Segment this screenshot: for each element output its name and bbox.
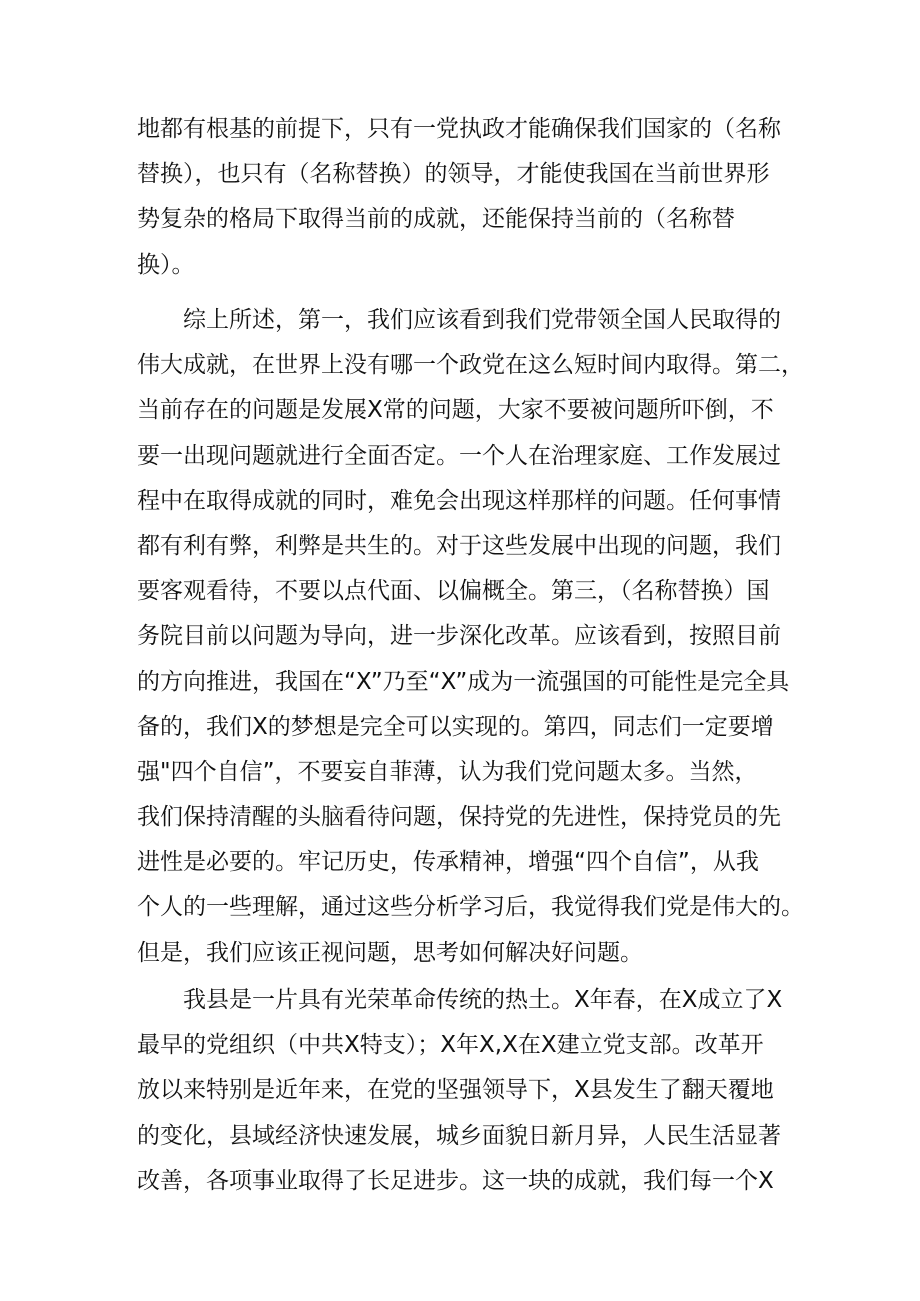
text-line: 综上所述，第一，我们应该看到我们党带领全国人民取得的 xyxy=(183,307,781,333)
text-line: 强"四个自信”，不要妄自菲薄，认为我们党问题太多。当然， xyxy=(137,758,758,785)
text-line: 都有利有弊，利弊是共生的。对于这些发展中出现的问题，我们 xyxy=(137,532,781,559)
text-line: 放以来特别是近年来，在党的坚强领导下，X县发生了翻天覆地 xyxy=(137,1077,774,1104)
paragraph-1 xyxy=(137,107,797,288)
text-line: 进性是必要的。牢记历史，传承精神，增强“四个自信”，从我 xyxy=(137,849,759,876)
text-line: 的变化，县域经济快速发展，城乡面貌日新月异，人民生活显著 xyxy=(137,1122,781,1149)
text-line: 换）。 xyxy=(137,251,195,278)
text-line: 势复杂的格局下取得当前的成就，还能保持当前的（名称替 xyxy=(137,206,735,233)
text-line: 的方向推进，我国在“X”乃至“X”成为一流强国的可能性是完全具 xyxy=(137,668,790,695)
text-line: 要一出现问题就进行全面否定。一个人在治理家庭、工作发展过 xyxy=(137,442,781,469)
text-line: 但是，我们应该正视问题，思考如何解决好问题。 xyxy=(137,939,643,966)
text-line: 替换），也只有（名称替换）的领导，才能使我国在当前世界形 xyxy=(137,161,770,188)
text-line: 程中在取得成就的同时，难免会出现这样那样的问题。任何事情 xyxy=(137,487,781,514)
text-line: 地都有根基的前提下，只有一党执政才能确保我们国家的（名称 xyxy=(137,116,781,142)
text-line: 要客观看待，不要以点代面、以偏概全。第三，（名称替换）国 xyxy=(137,578,770,605)
paragraph-2 xyxy=(137,298,804,976)
text-line: 我们保持清醒的头脑看待问题，保持党的先进性，保持党员的先 xyxy=(137,804,781,831)
text-line: 个人的一些理解，通过这些分析学习后，我觉得我们党是伟大的。 xyxy=(137,894,804,921)
text-line: 我县是一片具有光荣革命传统的热土。X年春，在X成立了X xyxy=(183,987,783,1013)
paragraph-3 xyxy=(137,978,797,1204)
text-line: 最早的党组织（中共X特支）；X年X,X在X建立党支部。改革开 xyxy=(137,1032,764,1059)
text-line: 改善，各项事业取得了长足进步。这一块的成就，我们每一个X xyxy=(137,1167,774,1194)
text-line: 备的，我们X的梦想是完全可以实现的。第四，同志们一定要增 xyxy=(137,713,774,740)
text-line: 务院目前以问题为导向，进一步深化改革。应该看到，按照目前 xyxy=(137,623,781,650)
text-line: 伟大成就，在世界上没有哪一个政党在这么短时间内取得。第二， xyxy=(137,352,804,379)
text-line: 当前存在的问题是发展X常的问题，大家不要被问题所吓倒，不 xyxy=(137,397,774,424)
